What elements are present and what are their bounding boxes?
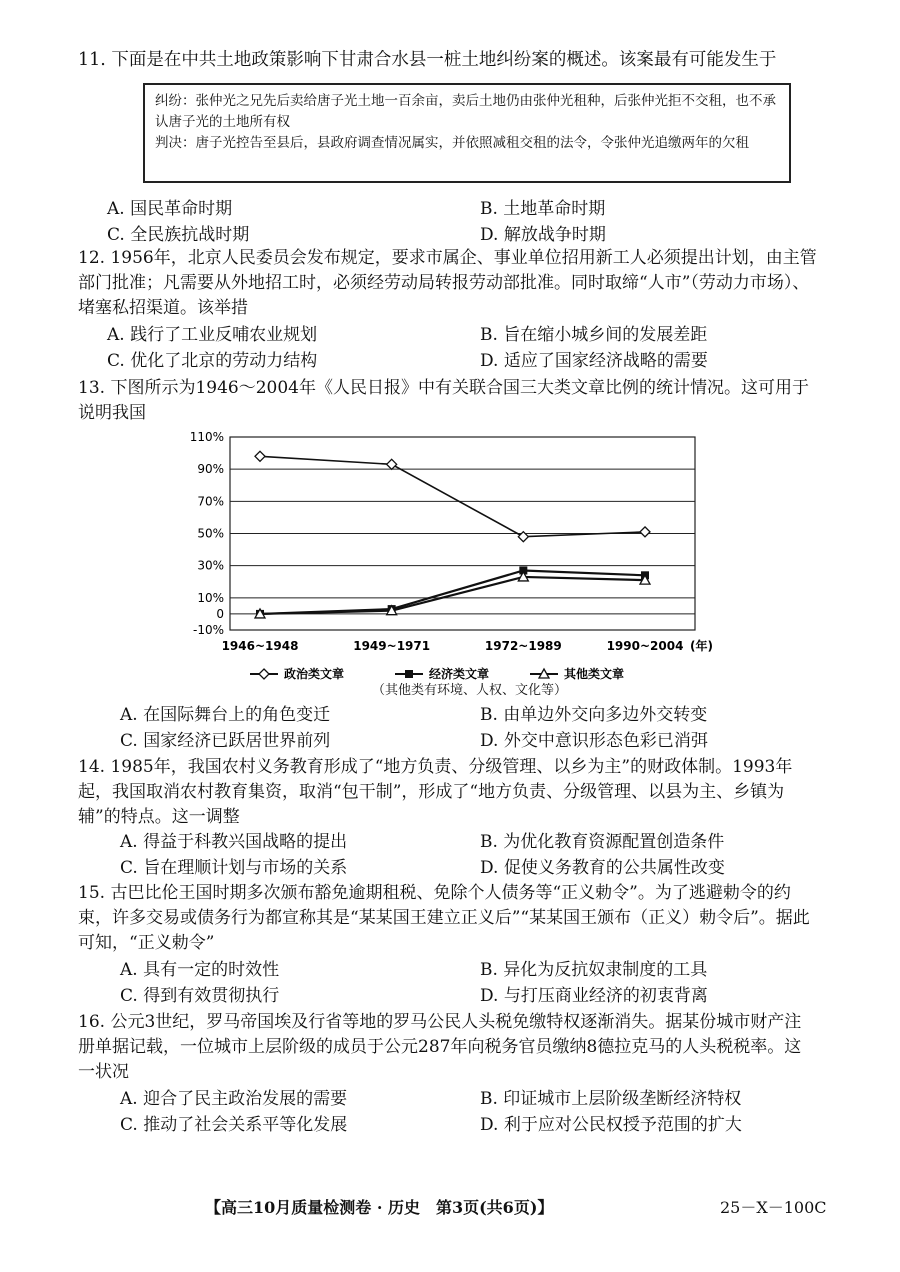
series-line-diamond [260,456,645,536]
q16-option-d: D. 利于应对公民权授予范围的扩大 [480,1115,742,1135]
chart-grid [230,437,695,630]
q11-option-a: A. 国民革命时期 [107,199,233,219]
y-tick-label: 110% [189,430,224,444]
x-unit-label: (年) [690,639,713,653]
y-tick-label: 70% [197,494,224,509]
q15-option-d: D. 与打压商业经济的初衷背离 [480,986,708,1006]
question-15-stem: 15. 古巴比伦王国时期多次颁布豁免逾期租税、免除个人债务等“正义勅令”。为了逃避勅令的约束，许多交易或债务行为都宣称其是“某某国王建立正义后”“某某国王颁布（正义）勅令后”。据此可知，“正义勅令” [78,883,810,953]
series-point-diamond [255,451,265,461]
question-14-stem: 14. 1985年，我国农村义务教育形成了“地方负责、分级管理、以乡为主”的财政体制。1993年起，我国取消农村教育集资，取消“包干制”，形成了“地方负责、分级管理、以县为主、乡镇为辅”的特点。这一调整 [78,757,793,827]
q16-option-c: C. 推动了社会关系平等化发展 [120,1115,348,1135]
q14-option-b: B. 为优化教育资源配置创造条件 [480,832,725,852]
legend-marker [259,669,269,679]
q13-option-a: A. 在国际舞台上的角色变迁 [120,705,331,725]
question-16-stem: 16. 公元3世纪，罗马帝国埃及行省等地的罗马公民人头税免缴特权逐渐消失。据某份城市财产注册单据记载，一位城市上层阶级的成员于公元287年向税务官员缴纳8德拉克马的人头税税率。这一状况 [78,1012,802,1082]
q11-option-b: B. 土地革命时期 [480,199,606,219]
y-tick-label: 90% [197,462,224,477]
q12-option-a: A. 践行了工业反哺农业规划 [107,325,318,345]
x-tick-label: 1949~1971 [353,639,431,653]
page-footer-code: 25－X－100C [720,1198,827,1217]
q13-option-c: C. 国家经济已跃居世界前列 [120,731,331,751]
series-line-triangle [260,577,645,614]
question-12-stem: 12. 1956年，北京人民委员会发布规定，要求市属企、事业单位招用新工人必须提出计划，由主管部门批准；凡需要从外地招工时，必须经劳动局转报劳动部批准。同时取缔“人市”（劳动力市场）、堵塞私招渠道。该举措 [78,248,817,318]
y-tick-label: 50% [197,526,224,541]
q13-option-d: D. 外交中意识形态色彩已消弭 [480,731,708,751]
q11-option-d: D. 解放战争时期 [480,225,606,245]
series-point-diamond [387,459,397,469]
y-tick-label: 10% [197,590,224,605]
q11-case-box [143,83,791,183]
legend-label: 其他类文章 [564,667,625,681]
q12-option-b: B. 旨在缩小城乡间的发展差距 [480,325,708,345]
q12-option-c: C. 优化了北京的劳动力结构 [107,351,318,371]
series-point-diamond [640,527,650,537]
y-tick-label: 0 [216,606,224,621]
q11-option-c: C. 全民族抗战时期 [107,225,250,245]
x-tick-label: 1946~1948 [221,639,299,653]
legend-label: 经济类文章 [429,667,490,681]
question-11-stem [78,47,838,74]
y-tick-label: 30% [197,558,224,573]
q12-option-d: D. 适应了国家经济战略的需要 [480,351,708,371]
q15-option-b: B. 异化为反抗奴隶制度的工具 [480,960,708,980]
chart-series [255,451,650,618]
legend-label: 政治类文章 [284,667,345,681]
legend-marker [405,670,413,678]
q16-option-b: B. 印证城市上层阶级垄断经济特权 [480,1089,742,1109]
page-footer-title: 【高三10月质量检测卷 · 历史 第3页(共6页)】 [205,1198,554,1217]
q11-stem-text: 11. 下面是在中共土地政策影响下甘肃合水县一桩土地纠纷案的概述。该案最有可能发生于 [78,50,777,70]
q11-box-line2: 判决：唐子光控告至县后，县政府调查情况属实，并依照减租交租的法令，令张仲光追缴两年的欠租 [155,135,749,151]
q15-option-c: C. 得到有效贯彻执行 [120,986,280,1006]
q13-line-chart [180,425,720,695]
q14-option-a: A. 得益于科教兴国战略的提出 [120,832,348,852]
q14-option-c: C. 旨在理顺计划与市场的关系 [120,858,348,878]
q15-option-a: A. 具有一定的时效性 [120,960,280,980]
q11-box-line1: 纠纷：张仲光之兄先后卖给唐子光土地一百余亩，卖后土地仍由张仲光租种，后张仲光拒不交租，也不承认唐子光的土地所有权 [155,93,776,130]
question-13-stem: 13. 下图所示为1946～2004年《人民日报》中有关联合国三大类文章比例的统计情况。这可用于说明我国 [78,378,809,423]
y-axis-ticks [190,430,224,637]
q13-option-b: B. 由单边外交向多边外交转变 [480,705,708,725]
series-line-square [260,570,645,613]
x-axis-ticks [222,638,713,653]
y-tick-label: -10% [192,623,224,637]
q16-option-a: A. 迎合了民主政治发展的需要 [120,1089,348,1109]
x-tick-label: 1972~1989 [484,639,562,653]
q13-chart-note: （其他类有环境、人权、文化等） [372,683,568,698]
q14-option-d: D. 促使义务教育的公共属性改变 [480,858,725,878]
x-tick-label: 1990~2004 [606,639,684,653]
